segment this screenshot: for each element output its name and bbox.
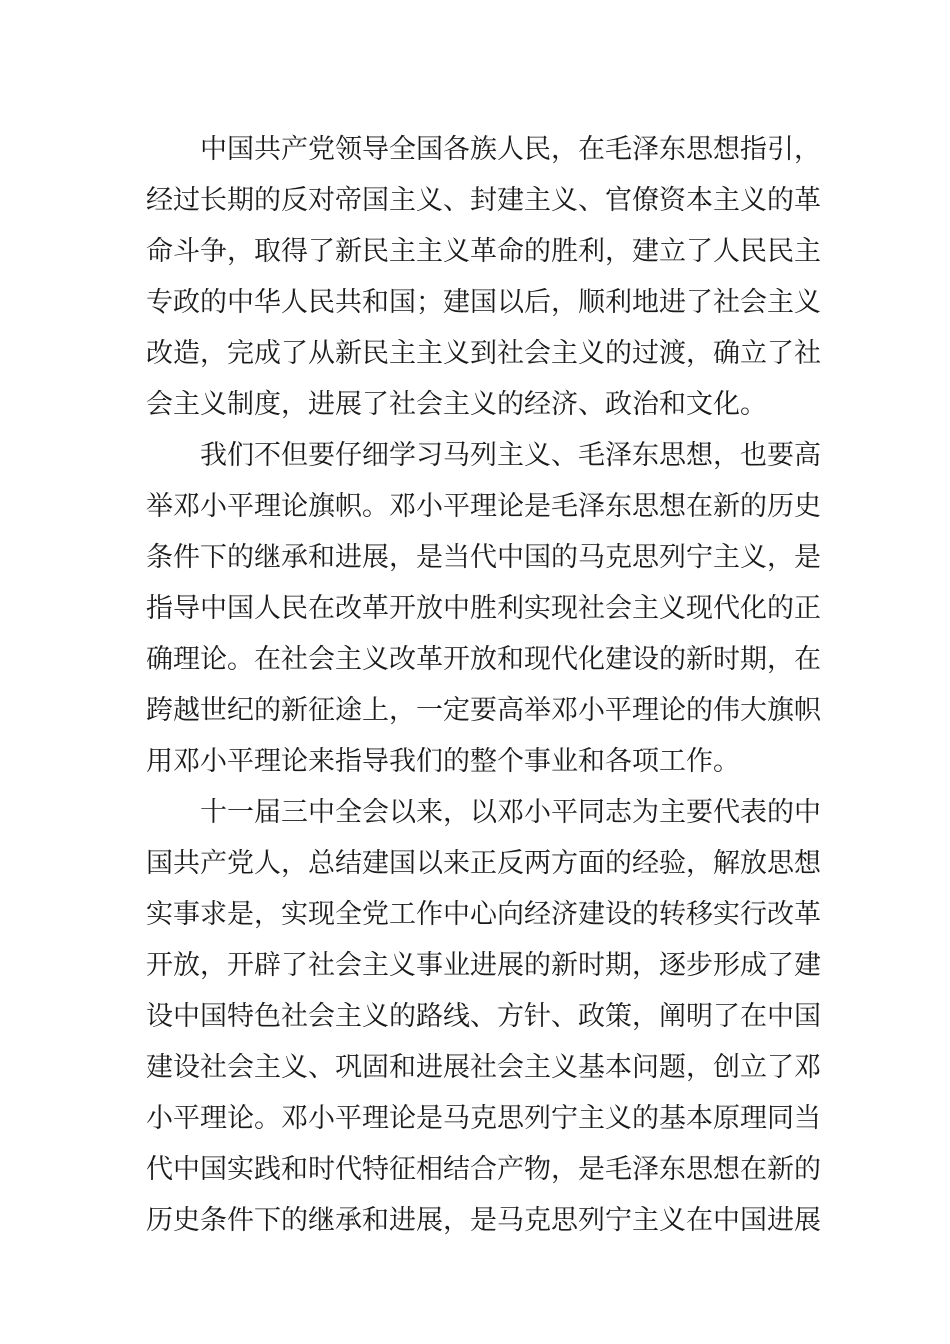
paragraph-line: 小平理论。邓小平理论是马克思列宁主义的基本原理同当	[146, 1103, 821, 1134]
paragraph-3	[146, 787, 821, 1246]
paragraph-line: 国共产党人，总结建国以来正反两方面的经验，解放思想	[146, 848, 821, 879]
paragraph-line: 指导中国人民在改革开放中胜利实现社会主义现代化的正	[146, 593, 821, 624]
paragraph-line: 代中国实践和时代特征相结合产物，是毛泽东思想在新的	[146, 1154, 821, 1185]
paragraph-line: 会主义制度，进展了社会主义的经济、政治和文化。	[146, 389, 767, 420]
paragraph-line: 设中国特色社会主义的路线、方针、政策，阐明了在中国	[146, 1001, 821, 1032]
paragraph-line: 确理论。在社会主义改革开放和现代化建设的新时期，在	[146, 644, 821, 675]
paragraph-line: 我们不但要仔细学习马列主义、毛泽东思想，也要高	[200, 440, 821, 471]
paragraph-line: 实事求是，实现全党工作中心向经济建设的转移实行改革	[146, 899, 821, 930]
paragraph-line: 专政的中华人民共和国；建国以后，顺利地进了社会主义	[146, 287, 821, 318]
paragraph-2	[146, 430, 821, 787]
paragraph-1	[146, 124, 821, 430]
paragraph-line: 改造，完成了从新民主主义到社会主义的过渡，确立了社	[146, 338, 821, 369]
paragraph-line: 用邓小平理论来指导我们的整个事业和各项工作。	[146, 746, 740, 777]
paragraph-line: 条件下的继承和进展，是当代中国的马克思列宁主义，是	[146, 542, 821, 573]
paragraph-line: 命斗争，取得了新民主主义革命的胜利，建立了人民民主	[146, 236, 821, 267]
paragraph-line: 举邓小平理论旗帜。邓小平理论是毛泽东思想在新的历史	[146, 491, 821, 522]
paragraph-line: 开放，开辟了社会主义事业进展的新时期，逐步形成了建	[146, 950, 821, 981]
document-body	[146, 124, 821, 1246]
paragraph-line: 经过长期的反对帝国主义、封建主义、官僚资本主义的革	[146, 185, 821, 216]
paragraph-line: 中国共产党领导全国各族人民，在毛泽东思想指引，	[200, 134, 821, 165]
paragraph-line: 十一届三中全会以来，以邓小平同志为主要代表的中	[200, 797, 821, 828]
paragraph-line: 历史条件下的继承和进展，是马克思列宁主义在中国进展	[146, 1205, 821, 1236]
paragraph-line: 建设社会主义、巩固和进展社会主义基本问题，创立了邓	[146, 1052, 821, 1083]
paragraph-line: 跨越世纪的新征途上，一定要高举邓小平理论的伟大旗帜	[146, 695, 821, 726]
